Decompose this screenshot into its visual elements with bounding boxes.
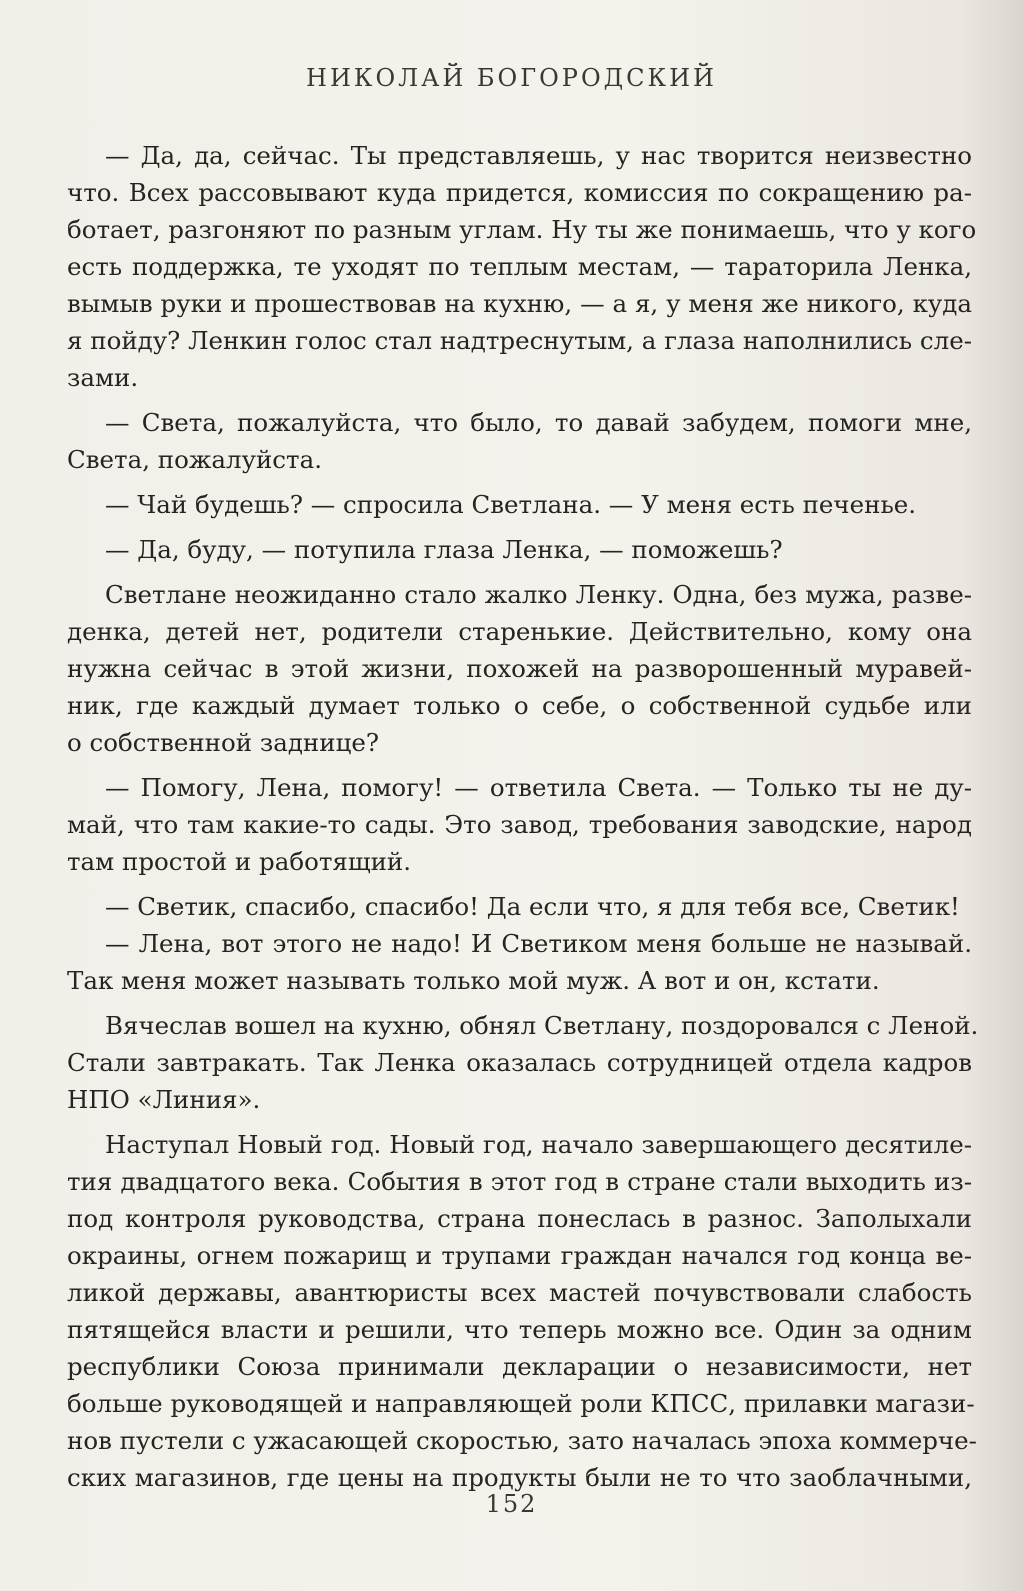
text-line: — Света, пожалуйста, что было, то давай забудем, помоги мне, (105, 408, 972, 437)
text-line: ских магазинов, где цены на продукты были не то что заоблачными, (67, 1463, 972, 1492)
text-line: окраины, огнем пожарищ и трупами граждан начался год конца ве- (67, 1241, 972, 1270)
text-line: больше руководящей и направляющей роли КПСС, прилавки магази- (67, 1389, 975, 1418)
text-line: Так меня может называть только мой муж. А вот и он, кстати. (67, 966, 880, 995)
paragraph (67, 531, 972, 568)
page-number: 152 (485, 1490, 538, 1518)
text-line: ботает, разгоняют по разным углам. Ну ты же понимаешь, что у кого (67, 215, 977, 244)
paragraph (67, 404, 972, 478)
text-line: нужна сейчас в этой жизни, похожей на разворошенный муравей- (67, 654, 972, 683)
body-text (67, 137, 979, 1504)
paragraph (67, 1007, 979, 1118)
text-line: Светлане неожиданно стало жалко Ленку. Одна, без мужа, разве- (105, 580, 972, 609)
paragraph (67, 888, 972, 999)
text-line: я пойду? Ленкин голос стал надтреснутым, а глаза наполнились сле- (67, 326, 972, 355)
text-line: Света, пожалуйста. (67, 445, 322, 474)
text-line: республики Союза принимали декларации о независимости, нет (67, 1352, 972, 1381)
paragraph (67, 1126, 977, 1496)
text-line: денка, детей нет, родители старенькие. Действительно, кому она (67, 617, 972, 646)
paragraph (67, 769, 972, 880)
text-line: — Чай будешь? — спросила Светлана. — У меня есть печенье. (105, 490, 917, 519)
text-line: — Да, да, сейчас. Ты представляешь, у нас творится неизвестно (105, 141, 972, 170)
paragraph (67, 486, 972, 523)
text-line: нов пустели с ужасающей скоростью, зато началась эпоха коммерче- (67, 1426, 977, 1455)
text-line: что. Всех рассовывают куда придется, комиссия по сокращению ра- (67, 178, 972, 207)
paragraph (67, 137, 977, 396)
text-line: ликой державы, авантюристы всех мастей почувствовали слабость (67, 1278, 972, 1307)
text-line: тия двадцатого века. События в этот год в стране стали выходить из- (67, 1167, 972, 1196)
text-line: зами. (67, 363, 139, 392)
running-header: НИКОЛАЙ БОГОРОДСКИЙ (306, 64, 717, 92)
text-line: Наступал Новый год. Новый год, начало завершающего десятиле- (105, 1130, 972, 1159)
text-line: там простой и работящий. (67, 847, 412, 876)
text-line: есть поддержка, те уходят по теплым местам, — тараторила Ленка, (67, 252, 972, 281)
text-line: ник, где каждый думает только о себе, о собственной судьбе или (67, 691, 972, 720)
text-line: Стали завтракать. Так Ленка оказалась сотрудницей отдела кадров (67, 1048, 972, 1077)
text-line: о собственной заднице? (67, 728, 379, 757)
text-line: Вячеслав вошел на кухню, обнял Светлану, поздоровался с Леной. (105, 1011, 979, 1040)
text-line: пятящейся власти и решили, что теперь можно все. Один за одним (67, 1315, 972, 1344)
text-line: — Лена, вот этого не надо! И Светиком меня больше не называй. (105, 929, 972, 958)
text-line: — Да, буду, — потупила глаза Ленка, — поможешь? (105, 535, 783, 564)
text-line: под контроля руководства, страна понеслась в разнос. Заполыхали (67, 1204, 972, 1233)
text-line: — Помогу, Лена, помогу! — ответила Света. — Только ты не ду- (105, 773, 972, 802)
text-line: вымыв руки и прошествовав на кухню, — а я, у меня же никого, куда (67, 289, 972, 318)
paragraph (67, 576, 972, 761)
text-line: НПО «Линия». (67, 1085, 261, 1114)
text-line: май, что там какие-то сады. Это завод, требования заводские, народ (67, 810, 972, 839)
text-line: — Светик, спасибо, спасибо! Да если что, я для тебя все, Светик! (105, 892, 960, 921)
